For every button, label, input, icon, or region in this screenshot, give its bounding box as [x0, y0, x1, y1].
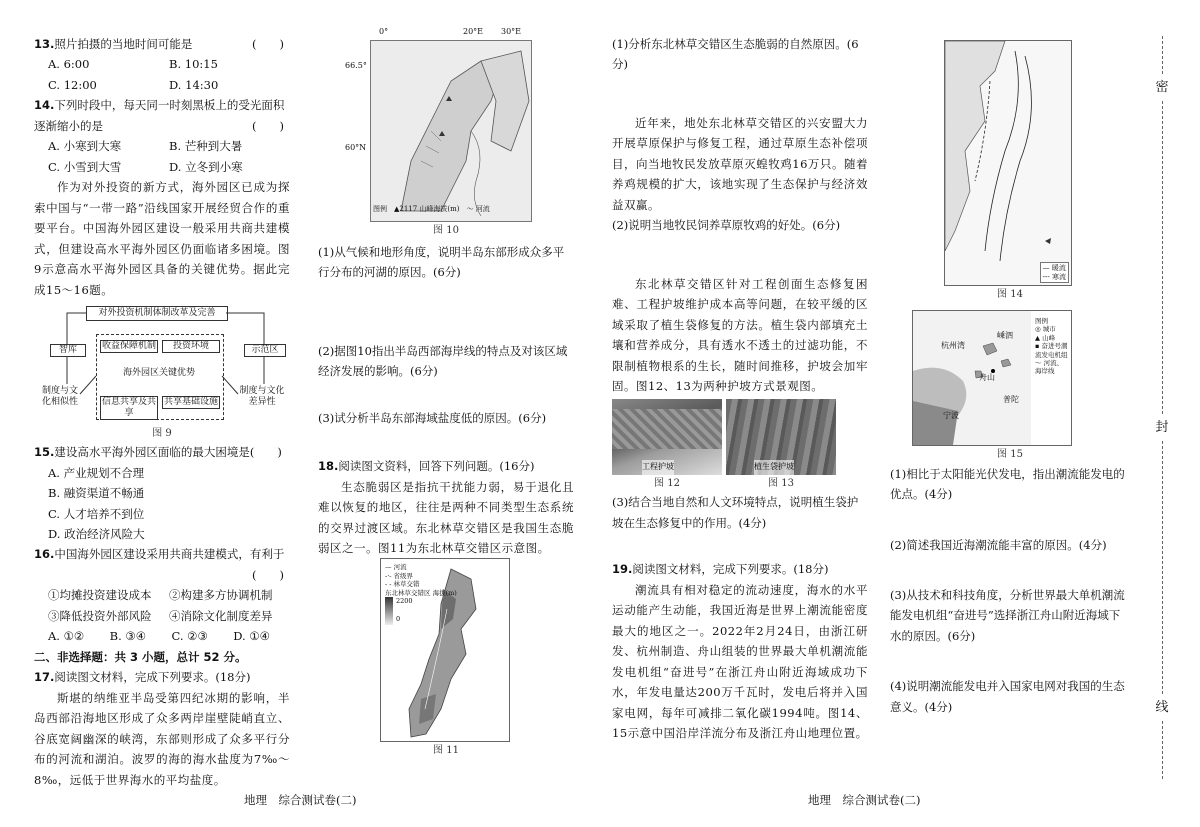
fig10-legend: 图例 ▲2117 山峰海拔(m) ～ 河流 — [373, 205, 490, 213]
q19-sub4: (4)说明潮流能发电并入国家电网对我国的生态意义。(4分) — [890, 679, 1125, 714]
question-13: 13.照片拍摄的当地时间可能是 ( ) — [34, 37, 284, 51]
q16-options: A. ①② B. ③④ C. ②③ D. ①④ — [48, 629, 270, 644]
fig12-photo: 工程护坡 — [612, 399, 722, 475]
fig9-inner-1: 收益保障机制 — [101, 341, 156, 352]
q18-sub2: (2)说明当地牧民饲养草原牧鸡的好处。(6分) — [612, 218, 841, 233]
fig9-bottom-right: 制度与文化差异性 — [239, 386, 285, 407]
passage-15-16: 作为对外投资的新方式，海外园区已成为探索中国与“一带一路”沿线国家开展经贸合作的重要平台。中国海外园区建设一般采用共商共建模式，但建设高水平海外园区仍面临诸多困境。图9示意高水平海外园区具备的关键优势。据此完成15～16题。 — [34, 180, 290, 297]
passage-19: 潮流具有相对稳定的流动速度，海水的水平运动能产生动能，我国近海是世界上潮流能密度最大的地区之一。2022年2月24日，由浙江研发、杭州制造、舟山组装的世界最大单机潮流能发电机组“奋进号”在浙江舟山附近海域成功下水，年发电量达200万千瓦时，发电后将并入国家电网，每年可减排二氧化碳1994吨。图14、15示意中国沿岸洋流分布及浙江舟山地理位置。 — [612, 582, 868, 741]
map-label-20e: 20°E — [463, 27, 484, 36]
question-16: 16.中国海外园区建设采用共商共建模式，有利于 — [34, 547, 285, 562]
fig9-inner-4: 信息共享及共享 — [101, 397, 156, 418]
fig9-bottom-left: 制度与文化相似性 — [41, 386, 78, 407]
fig9-right-box: 示范区 — [244, 344, 286, 357]
section-2-heading: 二、非选择题：共 3 小题，总计 52 分。 — [34, 649, 247, 664]
seal-char-1: 密 — [1152, 76, 1172, 99]
fig9-top-box: 对外投资机制体制改革及完善 — [86, 306, 228, 321]
fig9-caption: 图 9 — [152, 428, 172, 440]
q17-sub2: (2)据图10指出半岛西部海岸线的特点及对该区域经济发展的影响。(6分) — [318, 343, 568, 379]
figures-12-13 — [612, 399, 868, 493]
fig15-legend: 图例 ◎ 城市 ▲ 山峰 ▪ 奋进号潮流发电机组 ～ 河流、海岸线 — [1035, 316, 1068, 376]
fig10-caption: 图 10 — [433, 225, 459, 236]
figure-13: 植生袋护坡 图 13 — [726, 399, 836, 493]
ocean-current-map — [945, 41, 1071, 285]
fig15-caption: 图 15 — [997, 448, 1023, 460]
fig9-arrows — [34, 304, 290, 442]
column-3 — [612, 34, 868, 744]
fig9-left-box: 智库 — [50, 344, 86, 357]
question-17: 17.阅读图文材料，完成下列要求。(18分) — [34, 670, 251, 685]
q19-sub1: (1)相比于太阳能光伏发电，指出潮流能发电的优点。(4分) — [890, 466, 1125, 502]
figure-15-map: 杭州湾 舟山 宁波 嵊泗 普陀 图例 ◎ 城市 ▲ 山峰 ▪ 奋进号潮流发电机组 ～ 河流、海岸线 — [912, 310, 1072, 446]
seal-char-3: 线 — [1152, 696, 1172, 719]
map-label-66: 66.5° — [345, 61, 367, 70]
passage-18: 生态脆弱区是指抗干扰能力弱，易于退化且难以恢复的地区，往往是两种不同类型生态系统的交界过渡区域。东北林草交错区是我国生态脆弱区之一。图11为东北林草交错区示意图。 — [318, 479, 574, 556]
passage-17: 斯堪的纳维亚半岛受第四纪冰期的影响，半岛西部沿海地区形成了众多两岸崖壁陡峭直立、谷底宽阔幽深的峡湾，东部则形成了众多平行分布的河流和湖泊。波罗的海的海水盐度为7‰～8‰，远低于世界海水的平均盐度。 — [34, 690, 290, 787]
q18-sub3: (3)结合当地自然和人文环境特点，说明植生袋护坡在生态修复中的作用。(4分) — [612, 495, 859, 530]
fig9-inner-5: 共享基础设施 — [163, 397, 218, 408]
question-14: 14.下列时段中，每天同一时刻黑板上的受光面积逐渐缩小的是 ( ) — [34, 98, 285, 133]
q17-sub3: (3)试分析半岛东部海域盐度低的原因。(6分) — [318, 410, 547, 425]
q16-items: ①均摊投资建设成本 ②构建多方协调机制 ③降低投资外部风险 ④消除文化制度差异 — [48, 588, 273, 623]
q18-sub1: (1)分析东北林草交错区生态脆弱的自然原因。(6分) — [612, 37, 859, 72]
q19-sub3: (3)从技术和科技角度，分析世界最大单机潮流能发电机组“奋进号”选择浙江舟山附近海域下水的原因。(6分) — [890, 588, 1125, 643]
map-label-0: 0° — [379, 27, 389, 36]
figure-12: 工程护坡 图 12 — [612, 399, 722, 493]
figure-9 — [34, 304, 290, 442]
zhoushan-map — [913, 311, 1031, 445]
scandinavia-map — [371, 41, 531, 221]
q13-options: A. 6:00 B. 10:15 C. 12:00 D. 14:30 — [48, 57, 219, 92]
fig9-inner-3: 海外园区关键优势 — [122, 368, 195, 379]
q14-options: A. 小寒到大寒 B. 芒种到大暑 C. 小雪到大雪 D. 立冬到小寒 — [48, 139, 243, 174]
seal-char-2: 封 — [1152, 416, 1172, 439]
seal-line — [1152, 36, 1172, 779]
footer-right: 地理 综合测试卷(二) — [808, 793, 921, 807]
fig11-legend: — 河流 -·- 省级界 - - 林草交错 东北林草交错区 海拔(m) 2200 0 — [385, 563, 457, 625]
q17-sub1: (1)从气候和地形角度，说明半岛东部形成众多平行分布的河湖的原因。(6分) — [318, 244, 565, 280]
q19-sub2: (2)简述我国近海潮流能丰富的原因。(4分) — [890, 537, 1107, 552]
fig9-inner-2: 投资环境 — [162, 340, 220, 353]
q15-options: A. 产业规划不合理 B. 融资渠道不畅通 C. 人才培养不到位 D. 政治经济风险大 — [48, 465, 145, 541]
column-2 — [318, 27, 574, 760]
figure-10-map — [345, 27, 532, 222]
passage-18-2: 近年来，地处东北林草交错区的兴安盟大力开展草原保护与修复工程，通过草原生态补偿项目，向当地牧民发放草原灭蝗牧鸡16万只。随着养鸡规模的扩大，该地实现了生态保护与经济效益双赢。 — [612, 115, 868, 212]
fig11-caption: 图 11 — [433, 745, 459, 757]
passage-18-3: 东北林草交错区针对工程创面生态修复困难、工程护坡维护成本高等问题，在较平缓的区域采取了植生袋修复的方法。植生袋内部填充土壤和营养成分，具有透水不透土的过滤功能，不限制植物根系的生长，随时间推移，护坡会加牢固。图12、13为两种护坡方式景观图。 — [612, 276, 868, 394]
footer-left: 地理 综合测试卷(二) — [244, 793, 357, 807]
fig13-photo: 植生袋护坡 — [726, 399, 836, 475]
seal-dashed-line — [1162, 36, 1163, 779]
figure-11-map — [380, 558, 510, 742]
map-label-60n: 60°N — [345, 143, 367, 152]
column-1: 13.照片拍摄的当地时间可能是 ( ) A. 6:00 B. 10:15 C. 12:00 D. 14:30 14.下列时段中，每天同一时刻黑板上的受光面积逐渐缩小的是 ( ) A. 小寒到大寒 B. 芒种到大暑 C. 小雪到大雪 D. 立冬到小寒 作为对外投资的新方式，海外园区已成为探索中国与“一带一路”沿线国家开展经贸合作的重要平台。中国海外园区建设一般采用共商共建模式，但建设高水平海外园区仍面临诸多困境。图9示意高水平海外园区具备的关键优势。据此完成15～16题。 对外投资机制体制改革及完善 智库 示范区 收益保障机制 投资环境 海外园区关键优势 信息共享及共享 共享基础设施 制度与文化相似性 制度与文化差异性 图 9 15.建设高水平海外园区面临的最大困境是( ) A. 产业规划不合理 B. 融资渠道不畅通 C. 人才培养不到位 D. 政治经济风险大 16.中国海外园区建设采用共商共建模式，有利于 ( ) ①均摊投资建设成本 ②构建多方协调机制 ③降低投资外部风险 ④消除文化制度差异 A. ①② B. ③④ C. ②③ D. ①④ 二、非选择题：共 3 小题，总计 52 分。 17.阅读图文材料，完成下列要求。(18分) 斯堪的纳维亚半岛受第四纪冰期的影响，半岛西部沿海地区形成了众多两岸崖壁陡峭直立、谷底宽阔幽深的峡湾，东部则形成了众多平行分布的河流和湖泊。波罗的海的海水盐度为7‰～8‰，远低于世界海水的平均盐度。 — [34, 34, 290, 790]
question-15: 15.建设高水平海外园区面临的最大困境是( ) — [34, 445, 282, 460]
fig14-legend: — 暖流 --- 寒流 — [1040, 262, 1069, 283]
question-18: 18.阅读图文资料，回答下列问题。(16分) — [318, 459, 535, 474]
fig14-caption: 图 14 — [997, 289, 1023, 300]
question-19: 19.阅读图文材料，完成下列要求。(18分) — [612, 562, 829, 577]
figure-14-map — [944, 40, 1072, 286]
column-4 — [890, 40, 1130, 717]
map-label-30e: 30°E — [501, 27, 522, 36]
